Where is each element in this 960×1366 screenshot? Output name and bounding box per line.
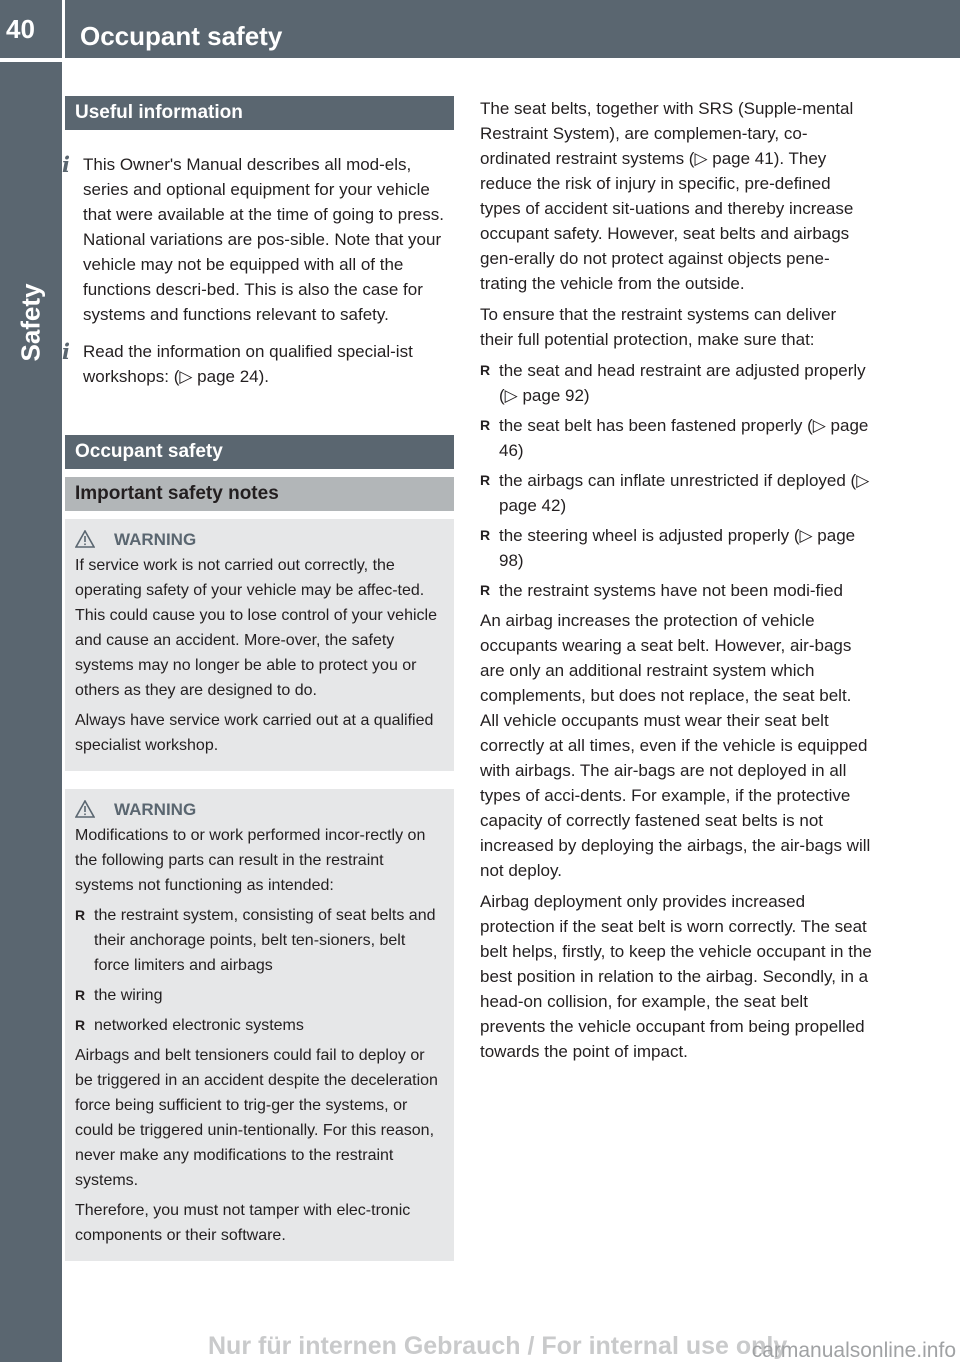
info-note: [62, 339, 454, 389]
body-paragraph: The seat belts, together with SRS (Supple-mental Restraint System), are complemen-tary, co-ordinated restraint systems (▷ page 41). They reduce the risk of injury in specific, pre-defined types of accident sit-uations and thereby increase occupant safety. However, seat belts and airbags gen-erally do not protect against objects pene-trating the vehicle from the outside.: [480, 99, 854, 293]
warning-text: Therefore, you must not tamper with elec-tronic components or their software.: [75, 1202, 411, 1244]
warning-title: WARNING: [114, 800, 197, 819]
warning-box: [65, 519, 454, 771]
list-item: R the restraint systems have not been modi-fied: [480, 578, 872, 603]
bullet-icon: R: [75, 907, 86, 923]
warning-header: [75, 527, 444, 553]
occupant-safety-heading: Occupant safety: [65, 435, 454, 469]
warning-header: [75, 797, 444, 823]
list-item: R the seat and head restraint are adjusted properly (▷ page 92): [480, 358, 872, 408]
info-icon: i: [62, 152, 70, 177]
list-item: R the steering wheel is adjusted properly (▷ page 98): [480, 523, 872, 573]
warning-text: Airbags and belt tensioners could fail to deploy or be triggered in an accident despite the deceleration force being sufficient to trig-ger the systems, or could be triggered unin-tentionally. For this reason, never make any modifications to the restraint systems.: [75, 1047, 438, 1189]
body-paragraph: An airbag increases the protection of vehicle occupants wearing a seat belt. However, air-bags are only an additional restraint system which complements, but does not replace, the seat belt. All vehicle occupants must wear their seat belt correctly at all times, even if the vehicle is equipped with airbags. The air-bags are not deployed in all types of acci-dents. For example, if the protective capacity of correctly fastened seat belts is not increased by deploying the airbags, the air-bags will not deploy.: [480, 611, 871, 880]
info-note: [62, 152, 454, 327]
body-paragraph: To ensure that the restraint systems can deliver their full potential protection, make sure that:: [480, 305, 837, 349]
bullet-icon: R: [480, 362, 491, 378]
bullet-icon: R: [75, 987, 86, 1003]
important-safety-notes-heading: Important safety notes: [65, 477, 454, 511]
footer-notice: Nur für internen Gebrauch / For internal use only: [208, 1332, 788, 1360]
warning-text: Modifications to or work performed incor-rectly on the following parts can result in the restraint systems not functioning as intended:: [75, 827, 426, 894]
warning-text: If service work is not carried out correctly, the operating safety of your vehicle may be affec-ted. This could cause you to lose control of your vehicle and cause an accident. More-over, the safety systems may no longer be able to protect you or others as they are designed to do.: [75, 557, 437, 699]
bullet-icon: R: [480, 472, 491, 488]
bullet-icon: R: [75, 1017, 86, 1033]
bullet-icon: R: [480, 582, 491, 598]
header-divider: [62, 0, 65, 58]
footer: [208, 1331, 960, 1362]
body-paragraph: Airbag deployment only provides increased protection if the seat belt is worn correctly. The seat belt helps, firstly, to keep the vehicle occupant in the best position in relation to the airbag. Secondly, in a head-on collision, for example, the seat belt prevents the vehicle occupant from being propelled towards the point of impact.: [480, 892, 872, 1061]
list-item: R the airbags can inflate unrestricted if deployed (▷ page 42): [480, 468, 872, 518]
right-column: [480, 96, 872, 1070]
page-number: 40: [6, 14, 35, 44]
sidebar-tab-label: Safety: [15, 282, 46, 362]
info-note-text: Read the information on qualified special-ist workshops: (▷ page 24).: [83, 342, 413, 386]
bullet-icon: R: [480, 417, 491, 433]
left-column: [62, 96, 454, 1261]
list-item: R the wiring: [75, 983, 444, 1008]
page-title: Occupant safety: [80, 21, 283, 51]
watermark: carmanualsonline.info: [751, 1339, 956, 1362]
warning-triangle-icon: [75, 530, 95, 548]
list-item: R the seat belt has been fastened properly (▷ page 46): [480, 413, 872, 463]
info-note-text: This Owner's Manual describes all mod-els, series and optional equipment for your vehicle that were available at the time of going to press. National variations are pos-sible. Note that your vehicle may not be equipped with all of the functions descri-bed. This is also the case for systems and functions relevant to safety.: [83, 155, 444, 324]
warning-text: Always have service work carried out at a qualified specialist workshop.: [75, 712, 434, 754]
list-item: R the restraint system, consisting of seat belts and their anchorage points, belt ten-sioners, belt force limiters and airbags: [75, 903, 444, 978]
sidebar-tab-safety[interactable]: [0, 212, 62, 432]
warning-title: WARNING: [114, 530, 197, 549]
sidebar: [0, 62, 62, 1362]
warning-box: [65, 789, 454, 1261]
list-item: R networked electronic systems: [75, 1013, 444, 1038]
info-icon: i: [62, 339, 70, 364]
bullet-icon: R: [480, 527, 491, 543]
warning-triangle-icon: [75, 800, 95, 818]
useful-information-heading: Useful information: [65, 96, 454, 130]
